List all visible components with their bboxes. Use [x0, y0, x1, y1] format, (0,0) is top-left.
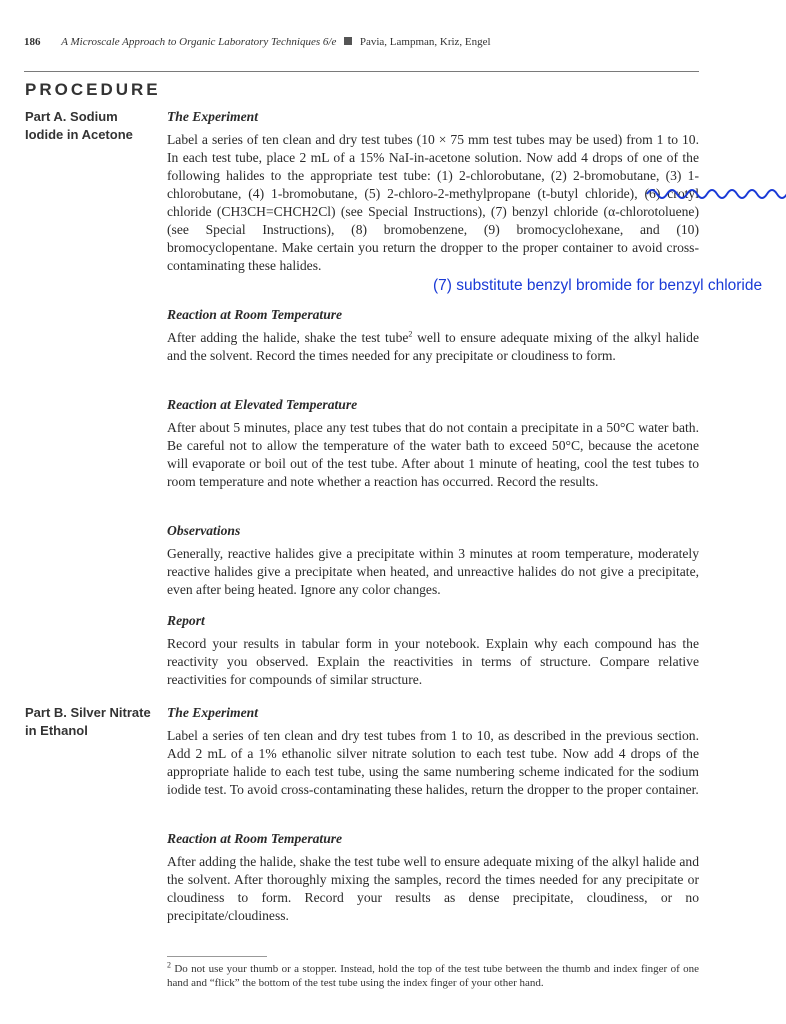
footnote	[167, 962, 699, 990]
part-a-observations-title: Observations	[167, 523, 241, 538]
separator-square-icon	[344, 37, 352, 45]
experiment-text-end: , (7) benzyl chloride (α-chlorotoluene) (see Special Instructions), (8) bromobenzene, (9) bromocyclohexane, and (10) bromocyclopentane. Make certain you return the dropper to the proper container to avoid cross-contaminating these halides.	[167, 204, 699, 273]
part-b-room-temp-title: Reaction at Room Temperature	[167, 831, 343, 846]
part-a-elevated-temp	[167, 396, 699, 491]
footnote-text: Do not use your thumb or a stopper. Instead, hold the top of the test tube between the thumb and index finger of one hand and “flick” the bottom of the test tube using the index finger of your other hand.	[167, 963, 699, 989]
part-a-elevated-temp-title: Reaction at Elevated Temperature	[167, 397, 358, 412]
room-temp-text-start: After adding the halide, shake the test tube	[167, 330, 409, 345]
part-a-elevated-temp-text: After about 5 minutes, place any test tubes that do not contain a precipitate in a 50°C water bath. Be careful not to allow the temperature of the water bath to exceed 50°C, because the acetone will evaporate or boil out of the test tube. After about 1 minute of heating, cool the test tubes to room temperature and note whether a reaction has occurred. Record the results.	[167, 420, 699, 489]
part-a-report-text: Record your results in tabular form in your notebook. Explain why each compound has the reactivity you observed. Explain the reactivities in terms of structure. Compare relative reactivities for compounds of similar structure.	[167, 636, 699, 687]
part-a-label	[25, 108, 160, 144]
part-b-room-temp-text: After adding the halide, shake the test tube well to ensure adequate mixing of the alkyl halide and the solvent. After thoroughly mixing the samples, record the times needed for any precipitate or cloudiness to form. Record your results as dense precipitate, cloudiness, or no precipitate/cloudiness.	[167, 854, 699, 923]
footnote-rule	[167, 956, 267, 957]
running-head	[24, 36, 491, 48]
part-b-label-line2: in Ethanol	[25, 723, 88, 738]
part-b-room-temp	[167, 830, 699, 925]
header-rule	[24, 71, 699, 72]
handwritten-annotation: (7) substitute benzyl bromide for benzyl chloride	[433, 277, 763, 294]
page-number: 186	[24, 36, 41, 48]
part-a-room-temp	[167, 306, 699, 365]
part-b-experiment	[167, 704, 699, 799]
struck-text: (6) crotyl chloride (CH3CH=CHCH2Cl) (see Special Instructions)	[167, 186, 699, 219]
experiment-text-start: Label a series of ten clean and dry test tubes (10 × 75 mm test tubes may be used) from 1 to 10. In each test tube, place 2 mL of a 15% NaI-in-acetone solution. Now add 4 drops of one of the following halides to the appropriate test tube: (1) 2-chlorobutane, (2) 2-bromobutane, (3) 1-chlorobutane, (4) 1-bromobutane, (5) 2-chloro-2-methylpropane (t-butyl chloride),	[167, 132, 699, 201]
part-a-report-title: Report	[167, 613, 205, 628]
part-a-report	[167, 612, 699, 689]
part-b-experiment-title: The Experiment	[167, 705, 259, 720]
part-b-label-line1: Part B. Silver Nitrate	[25, 705, 151, 720]
part-a-observations-text: Generally, reactive halides give a precipitate within 3 minutes at room temperature, moderately reactive halides give a precipitate when heated, and unreactive halides do not give a precipitate, even after being heated. Ignore any color changes.	[167, 546, 699, 597]
part-a-experiment-text	[167, 131, 699, 275]
section-heading: PROCEDURE	[25, 80, 161, 99]
book-title: A Microscale Approach to Organic Laboratory Techniques 6/e	[61, 36, 337, 48]
part-a-observations	[167, 522, 699, 599]
part-b-experiment-text: Label a series of ten clean and dry test tubes from 1 to 10, as described in the previous section. Add 2 mL of a 1% ethanolic silver nitrate solution to each test tube. Now add 4 drops of the appropriate halide to each test tube, using the same numbering scheme indicated for the sodium iodide test. To avoid cross-contaminating these halides, return the dropper to the proper container.	[167, 728, 699, 797]
footnote-marker: 2	[167, 960, 171, 970]
part-a-label-line1: Part A. Sodium	[25, 109, 118, 124]
part-a-room-temp-text	[167, 329, 699, 365]
part-a-experiment	[167, 108, 699, 275]
part-a-room-temp-title: Reaction at Room Temperature	[167, 307, 343, 322]
part-a-experiment-title: The Experiment	[167, 109, 259, 124]
authors: Pavia, Lampman, Kriz, Engel	[359, 36, 491, 48]
part-a-label-line2: Iodide in Acetone	[25, 127, 133, 142]
footnote-ref: 2	[408, 329, 413, 339]
part-b-label	[25, 704, 160, 740]
room-temp-text-end: well to ensure adequate mixing of the alkyl halide and the solvent. Record the times needed for any precipitate or cloudiness to form.	[167, 330, 700, 363]
handwritten-strike-scribble	[645, 186, 786, 222]
